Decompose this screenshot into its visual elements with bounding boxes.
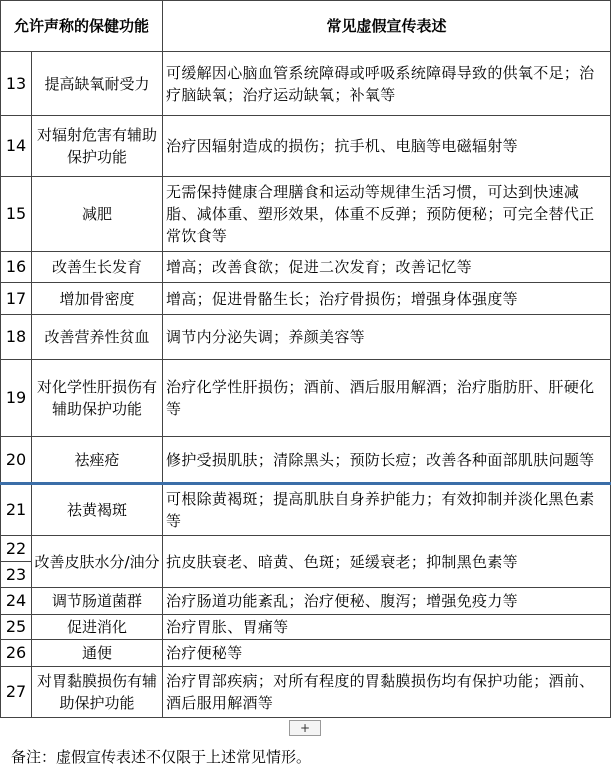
function-cell: 对辐射危害有辅助保护功能 bbox=[32, 116, 163, 177]
claim-cell: 抗皮肤衰老、暗黄、色斑；延缓衰老；抑制黑色素等 bbox=[163, 536, 611, 588]
table-row bbox=[1, 437, 611, 484]
row-number: 24 bbox=[1, 588, 32, 615]
claim-cell: 治疗胃胀、胃痛等 bbox=[163, 615, 611, 640]
row-number: 25 bbox=[1, 615, 32, 640]
table-header-row bbox=[1, 1, 611, 52]
table-row bbox=[1, 484, 611, 536]
claim-cell: 治疗肠道功能紊乱；治疗便秘、腹泻；增强免疫力等 bbox=[163, 588, 611, 615]
claim-cell: 治疗胃部疾病；对所有程度的胃黏膜损伤均有保护功能；酒前、酒后服用解酒等 bbox=[163, 667, 611, 718]
function-cell: 调节肠道菌群 bbox=[32, 588, 163, 615]
row-number: 16 bbox=[1, 252, 32, 283]
expand-table-button[interactable]: + bbox=[289, 720, 321, 736]
function-cell: 对化学性肝损伤有辅助保护功能 bbox=[32, 360, 163, 437]
table-row bbox=[1, 640, 611, 667]
claim-cell: 调节内分泌失调；养颜美容等 bbox=[163, 315, 611, 360]
table-row bbox=[1, 615, 611, 640]
table-row bbox=[1, 252, 611, 283]
claim-cell: 无需保持健康合理膳食和运动等规律生活习惯，可达到快速减脂、减体重、塑形效果，体重不反弹；预防便秘；可完全替代正常饮食等 bbox=[163, 177, 611, 252]
function-cell: 祛黄褐斑 bbox=[32, 484, 163, 536]
row-number: 15 bbox=[1, 177, 32, 252]
function-cell: 祛痤疮 bbox=[32, 437, 163, 484]
footnote: 备注：虚假宣传表述不仅限于上述常见情形。 bbox=[11, 748, 312, 766]
row-number: 22 bbox=[1, 536, 32, 562]
row-number: 26 bbox=[1, 640, 32, 667]
claim-cell: 增高；促进骨骼生长；治疗骨损伤；增强身体强度等 bbox=[163, 283, 611, 315]
function-cell: 增加骨密度 bbox=[32, 283, 163, 315]
claim-cell: 治疗便秘等 bbox=[163, 640, 611, 667]
table-row bbox=[1, 360, 611, 437]
function-cell: 对胃黏膜损伤有辅助保护功能 bbox=[32, 667, 163, 718]
row-number: 17 bbox=[1, 283, 32, 315]
table-row bbox=[1, 667, 611, 718]
table-row bbox=[1, 588, 611, 615]
claim-cell: 可根除黄褐斑；提高肌肤自身养护能力；有效抑制并淡化黑色素等 bbox=[163, 484, 611, 536]
header-allowed-function: 允许声称的保健功能 bbox=[1, 1, 163, 52]
header-false-claims: 常见虚假宣传表述 bbox=[163, 1, 611, 52]
row-number: 13 bbox=[1, 52, 32, 116]
table-row bbox=[1, 177, 611, 252]
table-row bbox=[1, 315, 611, 360]
claim-cell: 治疗化学性肝损伤；酒前、酒后服用解酒；治疗脂肪肝、肝硬化等 bbox=[163, 360, 611, 437]
function-cell: 改善皮肤水分/油分 bbox=[32, 536, 163, 588]
claim-cell: 增高；改善食欲；促进二次发育；改善记忆等 bbox=[163, 252, 611, 283]
table-row bbox=[1, 283, 611, 315]
function-cell: 提高缺氧耐受力 bbox=[32, 52, 163, 116]
row-number: 27 bbox=[1, 667, 32, 718]
claim-cell: 修护受损肌肤；清除黑头；预防长痘；改善各种面部肌肤问题等 bbox=[163, 437, 611, 484]
function-cell: 通便 bbox=[32, 640, 163, 667]
row-number: 20 bbox=[1, 437, 32, 484]
function-cell: 改善营养性贫血 bbox=[32, 315, 163, 360]
row-number: 18 bbox=[1, 315, 32, 360]
row-number: 19 bbox=[1, 360, 32, 437]
table-row bbox=[1, 536, 611, 562]
table-row bbox=[1, 52, 611, 116]
row-number: 14 bbox=[1, 116, 32, 177]
function-cell: 减肥 bbox=[32, 177, 163, 252]
table-row bbox=[1, 116, 611, 177]
row-number: 21 bbox=[1, 484, 32, 536]
function-cell: 促进消化 bbox=[32, 615, 163, 640]
row-number: 23 bbox=[1, 562, 32, 588]
function-cell: 改善生长发育 bbox=[32, 252, 163, 283]
claim-cell: 可缓解因心脑血管系统障碍或呼吸系统障碍导致的供氧不足；治疗脑缺氧；治疗运动缺氧；补氧等 bbox=[163, 52, 611, 116]
claim-cell: 治疗因辐射造成的损伤；抗手机、电脑等电磁辐射等 bbox=[163, 116, 611, 177]
